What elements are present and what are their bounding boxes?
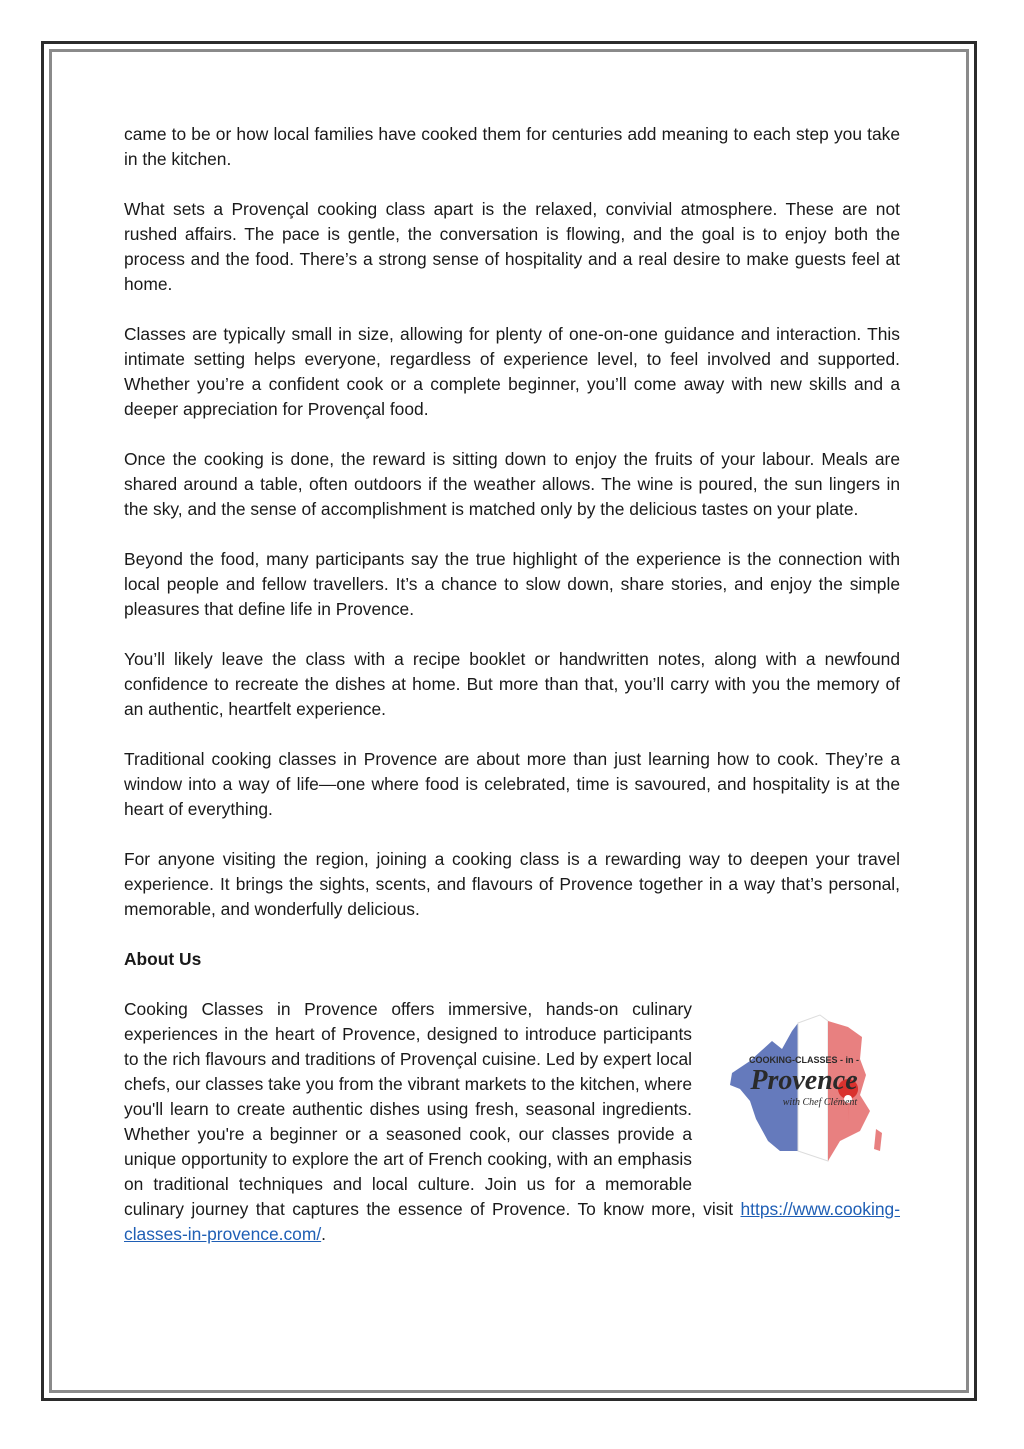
paragraph-8: For anyone visiting the region, joining a cooking class is a rewarding way to deepen your travel experience. It brings the sights, scents, and flavours of Provence together in a way that’s personal, memorable, and wonderfully delicious. bbox=[124, 849, 900, 919]
paragraph-4: Once the cooking is done, the reward is sitting down to enjoy the fruits of your labour. Meals are shared around a table, often outdoors if the weather allows. The wine is poured, the sun lingers in the sky, and the sense of accomplishment is matched only by the delicious tastes on your plate. bbox=[124, 449, 900, 519]
cooking-classes-in-provence-logo bbox=[710, 1001, 900, 1171]
paragraph-3: Classes are typically small in size, allowing for plenty of one-on-one guidance and interaction. This intimate setting helps everyone, regardless of experience level, to feel involved and supported. Whether you’re a confident cook or a complete beginner, you’ll come away with new skills and a deeper appreciation for Provençal food. bbox=[124, 324, 900, 419]
about-body-text: Cooking Classes in Provence offers immersive, hands-on culinary experiences in the heart of Provence, designed to introduce participants to the rich flavours and traditions of Provençal cuisine. Led by expert local chefs, our classes take you from the vibrant markets to the kitchen, where you'll learn to create authentic dishes using fresh, seasonal ingredients. Whether you're a beginner or a seasoned cook, our classes provide a unique opportunity to explore the art of French cooking, with an emphasis on traditional techniques and local culture. Join us for a memorable culinary journey that captures the essence of Provence. To know more, visit bbox=[124, 999, 741, 1219]
document-body bbox=[124, 122, 900, 1272]
logo-main-text: Provence bbox=[750, 1065, 858, 1096]
about-section bbox=[124, 997, 900, 1247]
logo-top-text: COOKING-CLASSES - in - bbox=[749, 1055, 859, 1065]
paragraph-6: You’ll likely leave the class with a recipe booklet or handwritten notes, along with a newfound confidence to recreate the dishes at home. But more than that, you’ll carry with you the memory of an authentic, heartfelt experience. bbox=[124, 649, 900, 719]
paragraph-2: What sets a Provençal cooking class apart is the relaxed, convivial atmosphere. These are not rushed affairs. The pace is gentle, the conversation is flowing, and the goal is to enjoy both the process and the food. There’s a strong sense of hospitality and a real desire to make guests feel at home. bbox=[124, 199, 900, 294]
logo-sub-text: with Chef Clément bbox=[782, 1097, 858, 1108]
paragraph-5: Beyond the food, many participants say the true highlight of the experience is the connection with local people and fellow travellers. It’s a chance to slow down, share stories, and enjoy the simple pleasures that define life in Provence. bbox=[124, 549, 900, 619]
paragraph-7: Traditional cooking classes in Provence are about more than just learning how to cook. They’re a window into a way of life—one where food is celebrated, time is savoured, and hospitality is at the heart of everything. bbox=[124, 749, 900, 819]
website-link[interactable]: https://www.cooking-classes-in-provence.com/ bbox=[124, 1199, 900, 1244]
paragraph-1: came to be or how local families have cooked them for centuries add meaning to each step you take in the kitchen. bbox=[124, 124, 900, 169]
about-heading: About Us bbox=[124, 949, 202, 969]
about-trailing: . bbox=[321, 1224, 327, 1244]
corsica-shape bbox=[874, 1129, 882, 1151]
